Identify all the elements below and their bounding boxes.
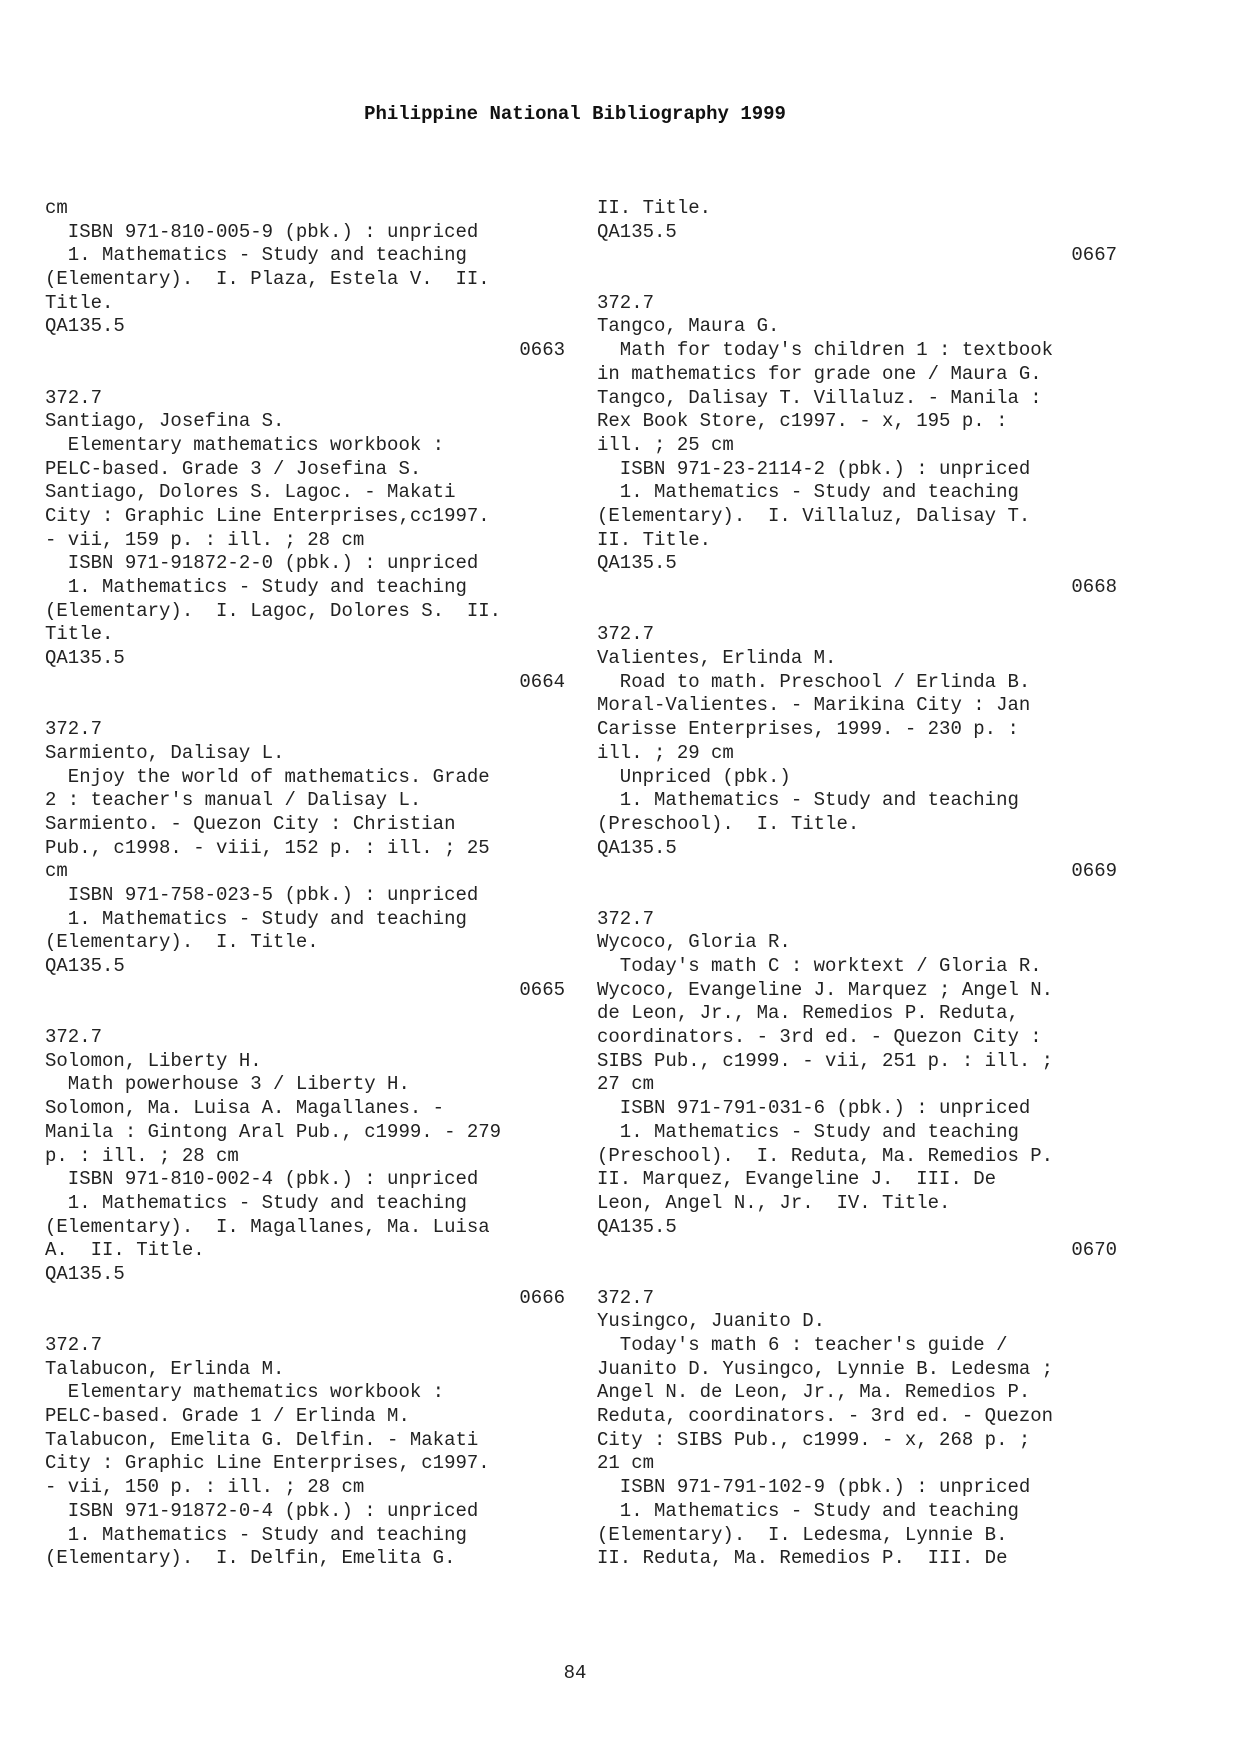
entry-number: 0670 (1071, 1239, 1117, 1262)
entry-line: Wycoco, Evangeline J. Marquez ; Angel N. (597, 978, 1054, 1001)
entry-line: PELC-based. Grade 3 / Josefina S. (45, 457, 422, 480)
blank-line (597, 600, 1117, 624)
entry-line: City : SIBS Pub., c1999. - x, 268 p. ; (597, 1428, 1031, 1451)
entry-line: - vii, 159 p. : ill. ; 28 cm (45, 528, 365, 551)
entry-line: 27 cm (597, 1073, 655, 1096)
entry-line: Sarmiento, Dalisay L. (45, 741, 285, 764)
entry-line: Pub., c1998. - viii, 152 p. : ill. ; 25 (45, 836, 490, 859)
entry-number: 0667 (1071, 244, 1117, 267)
entry-line: Santiago, Josefina S. (45, 410, 285, 433)
entry-line: ISBN 971-791-102-9 (pbk.) : unpriced (597, 1476, 1031, 1499)
entry-number: 0663 (519, 339, 565, 362)
entry-line: ill. ; 25 cm (597, 433, 734, 456)
right-column (597, 197, 1117, 1571)
entry-line: Today's math C : worktext / Gloria R. (597, 955, 1042, 977)
entry-line: Elementary mathematics workbook : (45, 1381, 445, 1404)
entry-line: Title. (45, 623, 114, 646)
entry-line: (Elementary). I. Villaluz, Dalisay T. (597, 504, 1031, 527)
entry-line: Valientes, Erlinda M. (597, 647, 837, 670)
entry-line: Juanito D. Yusingco, Lynnie B. Ledesma ; (597, 1357, 1054, 1380)
entry-line: II. Title. (597, 197, 712, 219)
entry-line: 1. Mathematics - Study and teaching (597, 481, 1019, 504)
blank-line (597, 1263, 1117, 1287)
entry-line: 1. Mathematics - Study and teaching (597, 1499, 1019, 1522)
page-title: Philippine National Bibliography 1999 (364, 103, 786, 125)
entry-line: (Elementary). I. Plaza, Estela V. II. (45, 268, 490, 291)
entry-line: Math powerhouse 3 / Liberty H. (45, 1073, 410, 1096)
entry-line: (Elementary). I. Title. (45, 931, 319, 954)
entry-line: Unpriced (pbk.) (597, 765, 791, 788)
entry-line: 372.7 (45, 1334, 103, 1356)
entry-line: Enjoy the world of mathematics. Grade (45, 765, 490, 788)
entry-line: II. Marquez, Evangeline J. III. De (597, 1168, 997, 1191)
entry-line: Title. (45, 291, 114, 314)
entry-line: - vii, 150 p. : ill. ; 28 cm (45, 1476, 365, 1499)
entry-line: 1. Mathematics - Study and teaching (45, 576, 467, 598)
entry-line: 372.7 (45, 386, 103, 409)
entry-line: Rex Book Store, c1997. - x, 195 p. : (597, 410, 1008, 433)
blank-line (45, 1310, 565, 1334)
entry-number: 0668 (1071, 576, 1117, 598)
blank-line (45, 363, 565, 387)
entry-line: (Elementary). I. Ledesma, Lynnie B. (597, 1523, 1008, 1546)
entry-line: QA135.5 (597, 552, 677, 575)
entry-line: City : Graphic Line Enterprises, c1997. (45, 1452, 490, 1475)
entry-line: ISBN 971-23-2114-2 (pbk.) : unpriced (597, 457, 1031, 480)
entry-line: 1. Mathematics - Study and teaching (45, 1191, 467, 1214)
entry-line: Angel N. de Leon, Jr., Ma. Remedios P. (597, 1381, 1031, 1404)
entry-line: ISBN 971-91872-2-0 (pbk.) : unpriced (45, 552, 479, 575)
entry-line: Yusingco, Juanito D. (597, 1310, 826, 1333)
entry-line: (Elementary). I. Magallanes, Ma. Luisa (45, 1215, 490, 1238)
entry-line: QA135.5 (45, 647, 125, 670)
entry-line: Math for today's children 1 : textbook (597, 339, 1054, 362)
entry-line: Tangco, Dalisay T. Villaluz. - Manila : (597, 386, 1042, 409)
entry-line: 372.7 (597, 291, 655, 314)
entry-line: 372.7 (45, 718, 103, 741)
entry-line: 2 : teacher's manual / Dalisay L. (45, 789, 422, 812)
blank-line (597, 268, 1117, 292)
entry-number: 0669 (1071, 860, 1117, 883)
entry-line: QA135.5 (597, 836, 677, 859)
entry-number: 0664 (519, 670, 565, 693)
entry-line: ill. ; 29 cm (597, 741, 734, 764)
entry-line: Road to math. Preschool / Erlinda B. (597, 670, 1031, 693)
entry-line: Talabucon, Erlinda M. (45, 1357, 285, 1380)
entry-line: QA135.5 (45, 315, 125, 338)
entry-line: QA135.5 (45, 955, 125, 977)
entry-line: 372.7 (45, 1026, 103, 1049)
entry-line: 1. Mathematics - Study and teaching (45, 244, 467, 267)
entry-line: 21 cm (597, 1452, 655, 1475)
entry-line: Talabucon, Emelita G. Delfin. - Makati (45, 1428, 479, 1451)
entry-line: cm (45, 197, 68, 219)
entry-line: Santiago, Dolores S. Lagoc. - Makati (45, 481, 456, 504)
entry-line: 1. Mathematics - Study and teaching (597, 789, 1019, 812)
entry-line: (Elementary). I. Lagoc, Dolores S. II. (45, 599, 502, 622)
entry-line: Carisse Enterprises, 1999. - 230 p. : (597, 718, 1019, 741)
entry-line: Manila : Gintong Aral Pub., c1999. - 279 (45, 1120, 502, 1143)
entry-line: QA135.5 (45, 1262, 125, 1285)
entry-line: 1. Mathematics - Study and teaching (45, 1523, 467, 1546)
entry-line: 1. Mathematics - Study and teaching (597, 1120, 1019, 1143)
entry-number: 0665 (519, 978, 565, 1001)
entry-line: ISBN 971-791-031-6 (pbk.) : unpriced (597, 1097, 1031, 1120)
entry-line: A. II. Title. (45, 1239, 205, 1262)
entry-line: Moral-Valientes. - Marikina City : Jan (597, 694, 1031, 717)
entry-line: coordinators. - 3rd ed. - Quezon City : (597, 1026, 1042, 1049)
entry-line: in mathematics for grade one / Maura G. (597, 362, 1042, 385)
entry-line: Sarmiento. - Quezon City : Christian (45, 812, 456, 835)
entry-line: II. Title. (597, 528, 712, 551)
entry-line: 372.7 (597, 907, 655, 930)
entry-line: 372.7 (597, 1286, 655, 1309)
entry-line: p. : ill. ; 28 cm (45, 1144, 239, 1167)
entry-line: ISBN 971-758-023-5 (pbk.) : unpriced (45, 883, 479, 906)
entry-line: Elementary mathematics workbook : (45, 433, 445, 456)
entry-line: (Preschool). I. Title. (597, 812, 860, 835)
entry-line: II. Reduta, Ma. Remedios P. III. De (597, 1547, 1008, 1570)
entry-line: QA135.5 (597, 1215, 677, 1238)
blank-line (45, 694, 565, 718)
page-number: 84 (563, 1662, 587, 1684)
entry-line: cm (45, 860, 68, 883)
left-column (45, 197, 565, 1571)
entry-line: Wycoco, Gloria R. (597, 931, 791, 954)
entry-line: 1. Mathematics - Study and teaching (45, 907, 467, 930)
entry-line: ISBN 971-810-002-4 (pbk.) : unpriced (45, 1168, 479, 1191)
entry-line: (Elementary). I. Delfin, Emelita G. (45, 1547, 456, 1570)
entry-line: Leon, Angel N., Jr. IV. Title. (597, 1191, 951, 1214)
entry-line: de Leon, Jr., Ma. Remedios P. Reduta, (597, 1002, 1019, 1025)
blank-line (597, 884, 1117, 908)
entry-line: Tangco, Maura G. (597, 315, 780, 338)
entry-line: QA135.5 (597, 220, 677, 243)
entry-number: 0666 (519, 1286, 565, 1309)
entry-line: ISBN 971-810-005-9 (pbk.) : unpriced (45, 220, 479, 243)
entry-line: Solomon, Liberty H. (45, 1049, 262, 1072)
blank-line (45, 1002, 565, 1026)
entry-line: 372.7 (597, 623, 655, 646)
entry-line: ISBN 971-91872-0-4 (pbk.) : unpriced (45, 1499, 479, 1522)
entry-line: City : Graphic Line Enterprises,cc1997. (45, 504, 490, 527)
entry-line: (Preschool). I. Reduta, Ma. Remedios P. (597, 1144, 1054, 1167)
entry-line: Reduta, coordinators. - 3rd ed. - Quezon (597, 1405, 1054, 1428)
entry-line: Solomon, Ma. Luisa A. Magallanes. - (45, 1097, 445, 1120)
entry-line: PELC-based. Grade 1 / Erlinda M. (45, 1405, 410, 1428)
entry-line: Today's math 6 : teacher's guide / (597, 1334, 1008, 1356)
entry-line: SIBS Pub., c1999. - vii, 251 p. : ill. ; (597, 1049, 1054, 1072)
